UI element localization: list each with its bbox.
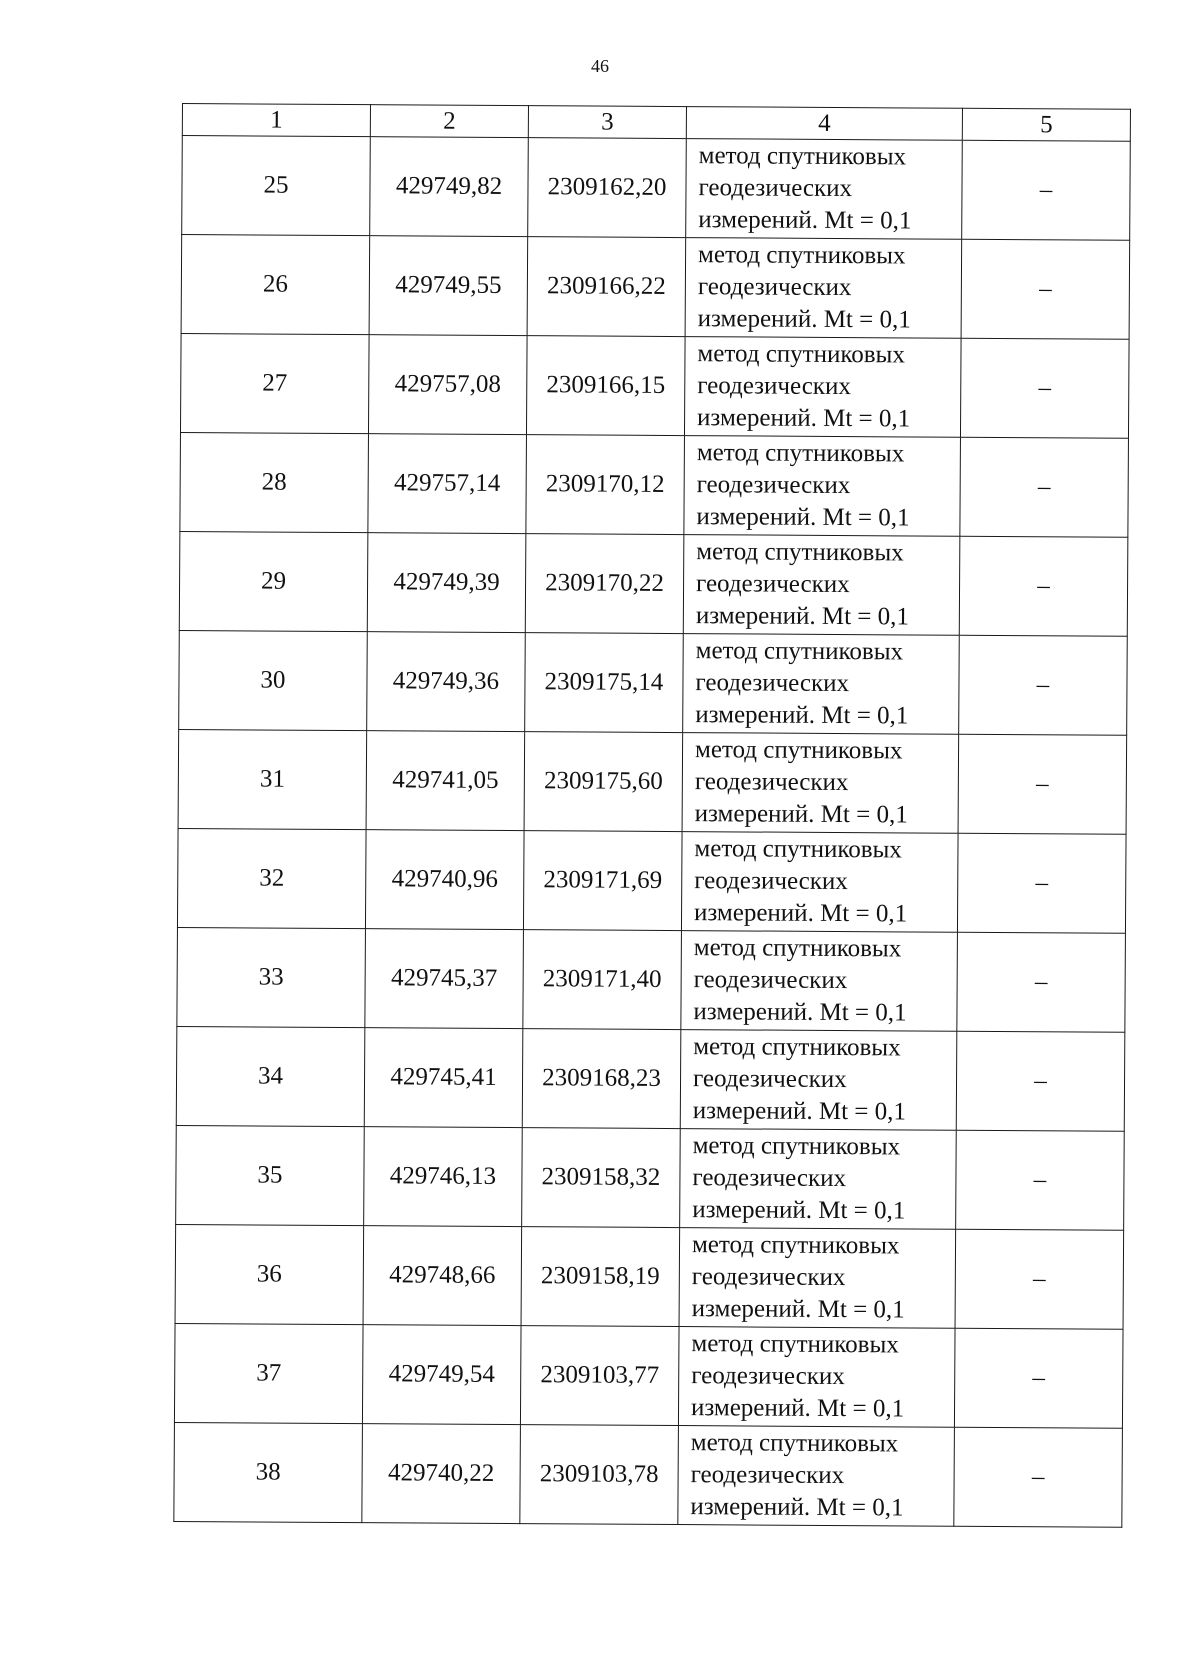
- table-row: [174, 1422, 1123, 1527]
- note-cell: –: [957, 932, 1126, 1032]
- method-line: измерений. Mt = 0,1: [697, 404, 911, 433]
- y-coordinate-cell: 2309162,20: [528, 138, 687, 238]
- method-line: измерений. Mt = 0,1: [690, 1493, 904, 1522]
- x-coordinate-cell: 429757,08: [368, 335, 527, 435]
- point-number-cell: 33: [177, 927, 366, 1027]
- y-coordinate-cell: 2309175,14: [525, 633, 684, 733]
- point-number-cell: 38: [174, 1422, 363, 1522]
- table-row: [179, 630, 1128, 735]
- table-row: [180, 333, 1129, 438]
- method-line: метод спутниковых: [691, 1330, 899, 1359]
- column-header-2: 2: [370, 105, 528, 138]
- method-line: измерений. Mt = 0,1: [694, 800, 908, 829]
- method-cell: [681, 931, 958, 1032]
- table-row: [176, 1026, 1125, 1131]
- method-line: измерений. Mt = 0,1: [692, 1097, 907, 1126]
- method-line: измерений. Mt = 0,1: [697, 305, 911, 334]
- table-row: [178, 729, 1127, 834]
- method-line: геодезических: [696, 471, 851, 500]
- table-row: [177, 927, 1126, 1032]
- method-line: метод спутниковых: [698, 241, 906, 270]
- x-coordinate-cell: 429749,82: [370, 137, 529, 237]
- method-cell: [683, 535, 960, 636]
- table-row: [176, 1125, 1125, 1230]
- point-number-cell: 28: [180, 432, 369, 532]
- table-row: [182, 136, 1131, 241]
- y-coordinate-cell: 2309158,32: [522, 1128, 681, 1228]
- method-line: метод спутниковых: [693, 1033, 901, 1062]
- method-line: метод спутниковых: [695, 637, 904, 666]
- method-line: геодезических: [695, 570, 850, 599]
- method-line: метод спутниковых: [691, 1231, 900, 1260]
- x-coordinate-cell: 429740,22: [362, 1424, 521, 1524]
- point-number-cell: 25: [182, 136, 371, 236]
- method-line: измерений. Mt = 0,1: [693, 899, 908, 928]
- method-line: измерений. Mt = 0,1: [692, 1196, 906, 1225]
- method-line: измерений. Mt = 0,1: [695, 701, 909, 730]
- note-cell: –: [960, 437, 1129, 537]
- method-line: метод спутниковых: [698, 142, 907, 171]
- method-cell: [684, 436, 961, 537]
- method-line: метод спутниковых: [693, 934, 902, 963]
- method-cell: [684, 337, 961, 438]
- method-line: геодезических: [698, 174, 853, 203]
- column-header-4: 4: [686, 107, 962, 141]
- method-cell: [678, 1426, 955, 1527]
- note-cell: –: [962, 140, 1131, 240]
- note-cell: –: [956, 1130, 1125, 1230]
- point-number-cell: 37: [174, 1323, 363, 1423]
- point-number-cell: 36: [175, 1224, 364, 1324]
- table-row: [179, 531, 1128, 636]
- note-cell: –: [954, 1427, 1123, 1527]
- x-coordinate-cell: 429757,14: [368, 434, 527, 534]
- method-line: геодезических: [692, 1164, 847, 1193]
- column-header-5: 5: [962, 108, 1130, 141]
- coordinates-table: [173, 103, 1131, 1528]
- column-header-3: 3: [528, 106, 686, 139]
- method-line: метод спутниковых: [696, 439, 905, 468]
- table-row: [180, 432, 1129, 537]
- x-coordinate-cell: 429745,37: [365, 929, 524, 1029]
- method-line: измерений. Mt = 0,1: [691, 1295, 905, 1324]
- method-line: геодезических: [691, 1362, 845, 1391]
- y-coordinate-cell: 2309158,19: [521, 1227, 680, 1327]
- y-coordinate-cell: 2309166,22: [527, 237, 686, 337]
- y-coordinate-cell: 2309166,15: [526, 336, 685, 436]
- method-line: геодезических: [691, 1263, 846, 1292]
- page-number: 46: [591, 56, 609, 76]
- point-number-cell: 26: [181, 235, 370, 335]
- method-cell: [683, 634, 960, 735]
- method-cell: [681, 832, 958, 933]
- point-number-cell: 32: [177, 828, 366, 928]
- method-line: геодезических: [697, 372, 851, 401]
- x-coordinate-cell: 429749,36: [367, 632, 526, 732]
- note-cell: –: [959, 536, 1128, 636]
- method-line: измерений. Mt = 0,1: [693, 998, 907, 1027]
- y-coordinate-cell: 2309103,77: [520, 1326, 679, 1426]
- note-cell: –: [958, 734, 1127, 834]
- x-coordinate-cell: 429748,66: [363, 1226, 522, 1326]
- y-coordinate-cell: 2309171,69: [523, 831, 682, 931]
- method-line: геодезических: [694, 867, 848, 896]
- note-cell: –: [957, 833, 1126, 933]
- method-cell: [680, 1030, 957, 1131]
- note-cell: –: [959, 635, 1128, 735]
- note-cell: –: [956, 1031, 1125, 1131]
- method-line: метод спутниковых: [694, 835, 902, 864]
- method-line: измерений. Mt = 0,1: [690, 1394, 905, 1423]
- method-cell: [686, 139, 963, 240]
- y-coordinate-cell: 2309170,22: [525, 534, 684, 634]
- method-line: метод спутниковых: [694, 736, 903, 765]
- y-coordinate-cell: 2309170,12: [526, 435, 685, 535]
- point-number-cell: 30: [179, 630, 368, 730]
- y-coordinate-cell: 2309168,23: [522, 1029, 681, 1129]
- x-coordinate-cell: 429740,96: [365, 830, 524, 930]
- note-cell: –: [955, 1229, 1124, 1329]
- x-coordinate-cell: 429745,41: [364, 1028, 523, 1128]
- method-cell: [678, 1327, 955, 1428]
- table-row: [181, 235, 1130, 340]
- table-row: [175, 1224, 1124, 1329]
- method-cell: [679, 1228, 956, 1329]
- method-cell: [680, 1129, 957, 1230]
- method-line: геодезических: [695, 669, 850, 698]
- note-cell: –: [954, 1328, 1123, 1428]
- method-line: измерений. Mt = 0,1: [695, 602, 910, 631]
- method-line: геодезических: [694, 768, 849, 797]
- method-line: геодезических: [692, 1065, 847, 1094]
- method-line: метод спутниковых: [690, 1429, 899, 1458]
- point-number-cell: 35: [176, 1125, 365, 1225]
- point-number-cell: 34: [176, 1026, 365, 1126]
- method-line: измерений. Mt = 0,1: [696, 503, 910, 532]
- method-line: метод спутниковых: [697, 340, 905, 369]
- point-number-cell: 31: [178, 729, 367, 829]
- method-line: геодезических: [697, 273, 852, 302]
- table-row: [174, 1323, 1123, 1428]
- x-coordinate-cell: 429746,13: [364, 1127, 523, 1227]
- method-line: геодезических: [693, 966, 848, 995]
- x-coordinate-cell: 429749,54: [362, 1325, 521, 1425]
- point-number-cell: 29: [179, 531, 368, 631]
- table-body: [174, 136, 1130, 1528]
- method-line: геодезических: [690, 1461, 845, 1490]
- table-row: [177, 828, 1126, 933]
- x-coordinate-cell: 429749,55: [369, 236, 528, 336]
- method-cell: [685, 238, 962, 339]
- note-cell: –: [961, 239, 1130, 339]
- x-coordinate-cell: 429749,39: [367, 533, 526, 633]
- note-cell: –: [960, 338, 1129, 438]
- method-cell: [682, 733, 959, 834]
- method-line: метод спутниковых: [696, 538, 904, 567]
- point-number-cell: 27: [180, 333, 369, 433]
- y-coordinate-cell: 2309171,40: [523, 930, 682, 1030]
- y-coordinate-cell: 2309103,78: [520, 1425, 679, 1525]
- column-header-1: 1: [182, 104, 370, 137]
- method-line: метод спутниковых: [692, 1132, 901, 1161]
- y-coordinate-cell: 2309175,60: [524, 732, 683, 832]
- x-coordinate-cell: 429741,05: [366, 731, 525, 831]
- method-line: измерений. Mt = 0,1: [698, 206, 912, 235]
